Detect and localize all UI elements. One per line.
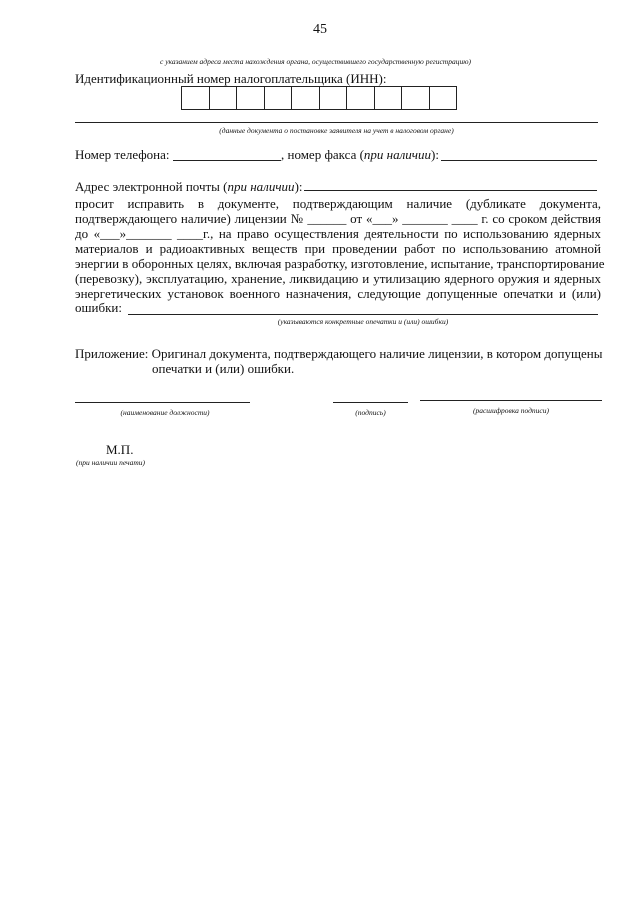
attachment-line-1: Приложение: Оригинал документа, подтверждающего наличие лицензии, в котором допущены [75,346,603,361]
inn-boxes[interactable] [181,86,457,110]
email-label: Адрес электронной почты (при наличии): [75,179,303,194]
body-line: до «___»_______ ____г., на право осуществления деятельности по использованию ядерных [75,226,601,241]
fax-field[interactable] [441,160,597,161]
decode-field[interactable] [420,400,602,401]
phone-label: Номер телефона: [75,147,170,162]
inn-cell[interactable] [347,87,375,109]
body-line: (перевозку), эксплуатацию, хранение, ликвидацию и утилизацию ядерного оружия и ядерных [75,271,601,286]
errors-field[interactable] [128,314,598,315]
body-line: материалов и радиоактивных веществ при проведении работ по использованию атомной [75,241,601,256]
tax-doc-note: (данные документа о постановке заявителя на учет в налоговом органе) [219,126,454,135]
inn-cell[interactable] [210,87,238,109]
signature-field[interactable] [333,402,408,403]
inn-cell[interactable] [265,87,293,109]
body-line: энергетических установок военного назначения, следующие допущенные опечатки и (или) [75,286,601,301]
body-line: энергии в оборонных целях, включая разработку, изготовление, испытание, транспортирование [75,256,605,271]
inn-label: Идентификационный номер налогоплательщика (ИНН): [75,71,387,86]
header-note: с указанием адреса места нахождения органа, осуществившего государственную регистрацию) [160,57,471,66]
inn-cell[interactable] [430,87,457,109]
page-number: 45 [313,22,327,37]
inn-cell[interactable] [182,87,210,109]
position-label: (наименование должности) [120,408,210,417]
stamp-label: М.П. [106,442,134,457]
email-field[interactable] [304,190,597,191]
fax-label: , номер факса (при наличии): [281,147,439,162]
body-line: просит исправить в документе, подтверждающим наличие (дубликате документа, [75,196,601,211]
inn-cell[interactable] [375,87,403,109]
position-field[interactable] [75,402,250,403]
inn-cell[interactable] [320,87,348,109]
phone-field[interactable] [173,160,281,161]
body-line: подтверждающего наличие) лицензии № ______ от «___» _______ ____ г. со сроком действия [75,211,601,226]
tax-doc-line[interactable] [75,122,598,123]
errors-label: ошибки: [75,300,122,315]
decode-label: (расшифровка подписи) [472,406,550,415]
inn-cell[interactable] [402,87,430,109]
stamp-note: (при наличии печати) [76,458,146,467]
inn-cell[interactable] [237,87,265,109]
inn-cell[interactable] [292,87,320,109]
errors-note: (указываются конкретные опечатки и (или) ошибки) [277,317,449,326]
attachment-line-2: опечатки и (или) ошибки. [152,361,295,376]
signature-label: (подпись) [355,408,386,417]
